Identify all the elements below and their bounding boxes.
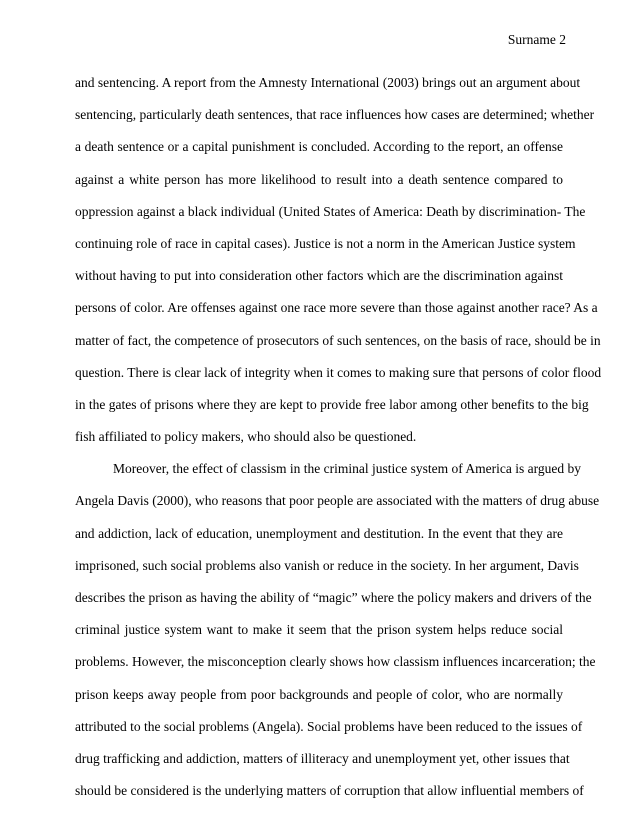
text-line: and addiction, lack of education, unemployment and destitution. In the event that they are	[75, 525, 563, 541]
text-line: should be considered is the underlying matters of corruption that allow influential members of	[75, 783, 584, 799]
text-line: against a white person has more likelihood to result into a death sentence compared to	[75, 171, 563, 187]
text-line: problems. However, the misconception clearly shows how classism influences incarceration; the	[75, 654, 596, 670]
text-line: a death sentence or a capital punishment is concluded. According to the report, an offense	[75, 139, 563, 155]
text-line: matter of fact, the competence of prosecutors of such sentences, on the basis of race, should be in	[75, 332, 601, 348]
paragraph-first-line: Moreover, the effect of classism in the criminal justice system of America is argued by	[113, 461, 581, 477]
text-line: sentencing, particularly death sentences, that race influences how cases are determined; whether	[75, 107, 595, 123]
text-line: criminal justice system want to make it seem that the prison system helps reduce social	[75, 622, 563, 638]
text-line: and sentencing. A report from the Amnesty International (2003) brings out an argument about	[75, 75, 581, 90]
paragraph-last-line: fish affiliated to policy makers, who should also be questioned.	[75, 429, 417, 445]
running-head: Surname 2	[507, 32, 566, 47]
text-line: oppression against a black individual (United States of America: Death by discrimination- The	[75, 203, 586, 219]
text-line: in the gates of prisons where they are kept to provide free labor among other benefits to the big	[75, 396, 589, 412]
text-line: continuing role of race in capital cases). Justice is not a norm in the American Justice system	[75, 235, 576, 251]
text-line: imprisoned, such social problems also vanish or reduce in the society. In her argument, Davis	[75, 557, 579, 573]
text-line: prison keeps away people from poor backgrounds and people of color, who are normally	[75, 686, 563, 702]
text-line: persons of color. Are offenses against one race more severe than those against another race? As a	[75, 300, 598, 316]
text-line: without having to put into consideration other factors which are the discrimination against	[75, 268, 563, 284]
text-line: question. There is clear lack of integrity when it comes to making sure that persons of color flood	[75, 364, 602, 380]
text-line: attributed to the social problems (Angela). Social problems have been reduced to the issues of	[75, 718, 583, 734]
text-line: Angela Davis (2000), who reasons that poor people are associated with the matters of drug abuse	[75, 493, 600, 509]
text-line: describes the prison as having the ability of “magic” where the policy makers and drivers of the	[75, 590, 592, 605]
text-line: drug trafficking and addiction, matters of illiteracy and unemployment yet, other issues that	[75, 750, 570, 766]
body-text	[75, 67, 602, 807]
